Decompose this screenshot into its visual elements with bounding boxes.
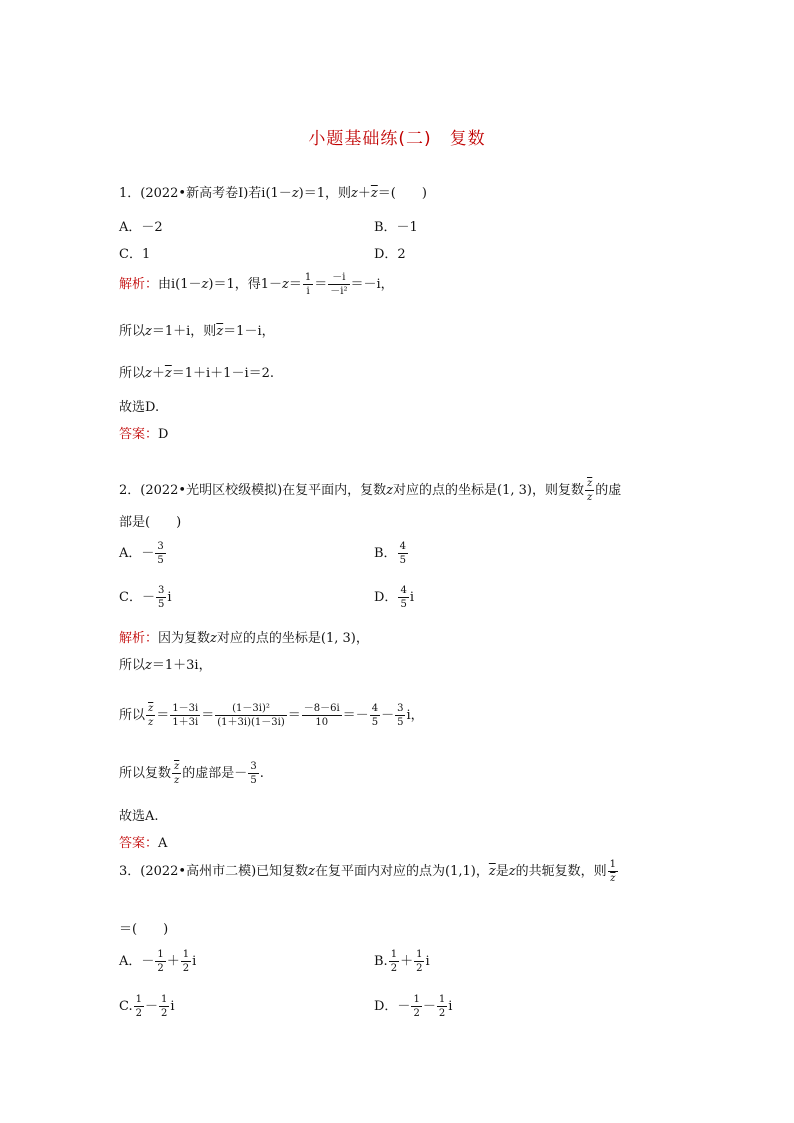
text-segment: 的虚部是－ [182, 766, 248, 781]
text-segment: 所以 [119, 324, 146, 339]
text-segment: ＝1＋3i， [151, 658, 212, 673]
q3-option-a[interactable] [119, 948, 196, 975]
q1-solution-line2 [119, 320, 275, 339]
q1-option-d[interactable]: D．2 [374, 247, 406, 262]
fraction-numerator: －8－6i [303, 703, 340, 714]
text-segment: 所以复数 [119, 766, 172, 781]
fraction [395, 702, 405, 729]
text-segment: D [158, 427, 169, 442]
text-segment: i [409, 590, 414, 605]
fraction-numerator: 1－3i [172, 703, 199, 714]
fraction [370, 702, 380, 729]
fraction-denominator: z [586, 492, 593, 503]
text-segment: ＝ [156, 708, 170, 723]
q2-solution-line1 [119, 627, 369, 646]
page-title [0, 124, 794, 149]
fraction-numerator: 1 [438, 994, 446, 1005]
text-segment: 1．(2022•新高考卷Ⅰ)若i(1－ [119, 186, 292, 201]
fraction-denominator: i [306, 286, 310, 297]
text-segment: . [259, 766, 264, 781]
text-segment: z [351, 186, 358, 201]
fraction-denominator: 2 [413, 1008, 420, 1019]
fraction [389, 948, 399, 975]
fraction-numerator: $\overline{z}$ [174, 761, 180, 772]
fraction [414, 948, 424, 975]
q2-stem-line2: 部是( ) [119, 515, 182, 530]
fraction-denominator: z [174, 775, 180, 786]
fraction-denominator: z [148, 717, 154, 728]
fraction [398, 584, 408, 611]
text-segment: ＝－i， [350, 277, 394, 292]
fraction-numerator: 1 [416, 949, 423, 960]
text-segment: i， [406, 708, 424, 723]
fraction-numerator: 4 [399, 541, 406, 552]
text-segment: i [448, 999, 453, 1014]
text-segment: i [192, 954, 197, 969]
text-segment: i [167, 590, 172, 605]
fraction-numerator: 3 [397, 703, 404, 714]
text-segment: ＋ [357, 186, 371, 201]
fraction-denominator: 2 [416, 963, 423, 974]
fraction [303, 271, 313, 298]
fraction [411, 993, 421, 1020]
text-segment: ＝ [287, 708, 301, 723]
fraction [134, 993, 144, 1020]
fraction [398, 540, 408, 567]
q1-answer [119, 423, 168, 442]
fraction-denominator: 5 [399, 555, 406, 566]
text-segment: )＝1，则 [298, 186, 352, 201]
fraction-denominator: 2 [161, 1008, 168, 1019]
title-main: 小题基础练(二) [308, 129, 432, 149]
fraction [172, 760, 181, 787]
text-segment: z [145, 658, 152, 673]
q3-option-d[interactable] [374, 993, 452, 1020]
q2-option-d[interactable] [374, 584, 414, 611]
q2-option-b[interactable] [374, 540, 409, 567]
fraction-numerator: $\overline{z}$ [586, 478, 593, 489]
text-segment: B. [374, 954, 388, 969]
text-segment: ＋ [151, 366, 165, 381]
text-segment: ＋ [166, 954, 180, 969]
fraction-denominator: 5 [397, 717, 404, 728]
text-segment: ＝1＋i，则 [151, 324, 217, 339]
q3-stem-line2: ＝( ) [119, 922, 169, 937]
text-segment: B． [374, 546, 397, 561]
title-topic: 复数 [449, 129, 486, 149]
text-segment: 的共轭复数，则 [515, 864, 607, 879]
q1-solution-line3 [119, 362, 274, 381]
text-segment: ＝( ) [377, 186, 427, 201]
text-segment: i [170, 999, 175, 1014]
fraction-numerator: 4 [371, 703, 379, 714]
fraction [302, 702, 342, 729]
fraction-numerator: 4 [400, 585, 407, 596]
text-segment: z [201, 277, 209, 292]
fraction-numerator: 3 [157, 585, 165, 596]
q2-solution-line2 [119, 654, 212, 673]
fraction-denominator: (1＋3i)(1－3i) [217, 717, 285, 728]
text-segment: ＝－ [342, 708, 369, 723]
text-segment: 因为复数 [158, 631, 211, 646]
text-segment: 所以 [119, 658, 146, 673]
text-segment: 答案： [119, 427, 159, 442]
q3-option-c[interactable] [119, 993, 175, 1020]
fraction-denominator: 5 [371, 717, 379, 728]
text-segment: i [425, 954, 430, 969]
q1-solution-line4: 故选D. [119, 400, 160, 415]
q1-solution-line1 [119, 271, 394, 298]
text-segment: $\overline{z}$ [216, 324, 224, 339]
q2-answer [119, 832, 167, 851]
fraction [146, 702, 155, 729]
fraction-denominator: 1＋3i [172, 717, 199, 728]
q2-solution-line4 [119, 760, 264, 787]
text-segment: ＝ [314, 277, 328, 292]
fraction [585, 477, 594, 504]
text-segment: 2．(2022•光明区校级模拟)在复平面内，复数 [119, 483, 387, 498]
text-segment: z [145, 324, 152, 339]
text-segment: 对应的点的坐标是(1, 3)，则复数 [393, 483, 584, 498]
q1-solution-label: 解析： [119, 277, 159, 292]
fraction-denominator: －i² [330, 286, 348, 297]
fraction-numerator: 1 [182, 949, 190, 960]
fraction-numerator: 3 [157, 541, 164, 552]
text-segment: z [210, 631, 217, 646]
q2-option-a[interactable] [119, 540, 167, 567]
fraction-denominator: z [610, 873, 616, 884]
fraction-numerator: 1 [157, 949, 164, 960]
text-segment: 由i(1－ [158, 277, 202, 292]
text-segment: 所以 [119, 708, 146, 723]
fraction-denominator: 5 [400, 599, 407, 610]
text-segment: ＝ [288, 277, 302, 292]
fraction-numerator: 1 [304, 272, 312, 283]
text-segment: 在复平面内对应的点为(1,1)， [315, 864, 489, 879]
fraction-numerator: (1－3i)² [215, 702, 286, 716]
text-segment: $\overline{z}$ [488, 864, 496, 879]
fraction-denominator: 2 [157, 963, 164, 974]
fraction-numerator: 1 [413, 994, 420, 1005]
fraction-denominator: 2 [182, 963, 190, 974]
text-segment: z [508, 864, 516, 879]
text-segment: z [291, 186, 299, 201]
fraction-denominator: 2 [390, 963, 398, 974]
fraction-numerator: －i [328, 271, 349, 285]
q1-option-b[interactable]: B．－1 [374, 220, 418, 235]
fraction [181, 948, 191, 975]
fraction-numerator: $\overline{z}$ [148, 703, 154, 714]
text-segment: 的虚 [595, 483, 622, 498]
text-segment: z [308, 864, 316, 879]
text-segment: C. [119, 999, 133, 1014]
text-segment: 所以 [119, 366, 146, 381]
fraction-denominator: 5 [250, 775, 257, 786]
q2-stem [119, 477, 621, 504]
text-segment: D．－ [374, 999, 411, 1014]
q1-option-a[interactable]: A．－2 [119, 220, 163, 235]
text-segment: － [422, 999, 436, 1014]
text-segment: A [158, 836, 168, 851]
fraction [328, 271, 349, 298]
text-segment: 3．(2022•高州市二模)已知复数 [119, 864, 309, 879]
text-segment: A．－ [119, 546, 155, 561]
fraction [156, 584, 166, 611]
fraction-denominator: 2 [438, 1008, 446, 1019]
text-segment: z [386, 483, 394, 498]
fraction-denominator: 5 [157, 599, 165, 610]
fraction [215, 702, 286, 729]
text-segment: ＝1－i， [223, 324, 275, 339]
text-segment: z [145, 366, 152, 381]
text-segment: z [282, 277, 289, 292]
text-segment: $\overline{z}$ [164, 366, 172, 381]
fraction-denominator: 5 [157, 555, 164, 566]
fraction-denominator: 10 [315, 717, 329, 728]
fraction-numerator: 3 [250, 761, 257, 772]
text-segment: A．－ [119, 954, 155, 969]
fraction [159, 993, 169, 1020]
text-segment: )＝1，得1－ [208, 277, 283, 292]
q2-option-c[interactable] [119, 584, 172, 611]
text-segment: ＝ [201, 708, 215, 723]
fraction [155, 948, 165, 975]
q2-solution-line5: 故选A. [119, 809, 159, 824]
text-segment: 是 [495, 864, 509, 879]
fraction [170, 702, 200, 729]
text-segment: 答案： [119, 836, 159, 851]
fraction-numerator: 1 [135, 994, 142, 1005]
text-segment: 对应的点的坐标是(1, 3)， [216, 631, 369, 646]
fraction [248, 760, 258, 787]
text-segment: － [381, 708, 395, 723]
q2-solution-line3 [119, 702, 424, 729]
text-segment: ＋ [400, 954, 414, 969]
text-segment: C．－ [119, 590, 155, 605]
q3-stem [119, 858, 619, 885]
q1-option-c[interactable]: C．1 [119, 247, 151, 262]
text-segment: － [145, 999, 159, 1014]
fraction-numerator: 1 [161, 994, 168, 1005]
fraction [608, 858, 618, 885]
fraction-denominator: 2 [135, 1008, 142, 1019]
q2-solution-label: 解析： [119, 631, 159, 646]
text-segment: ＝1＋i＋1－i＝2. [171, 366, 275, 381]
text-segment: D． [374, 590, 398, 605]
q1-stem [119, 182, 427, 201]
fraction-numerator: 1 [609, 859, 616, 870]
q3-option-b[interactable] [374, 948, 430, 975]
fraction-numerator: 1 [390, 949, 398, 960]
fraction [155, 540, 165, 567]
text-segment: $\overline{z}$ [370, 186, 378, 201]
fraction [437, 993, 447, 1020]
